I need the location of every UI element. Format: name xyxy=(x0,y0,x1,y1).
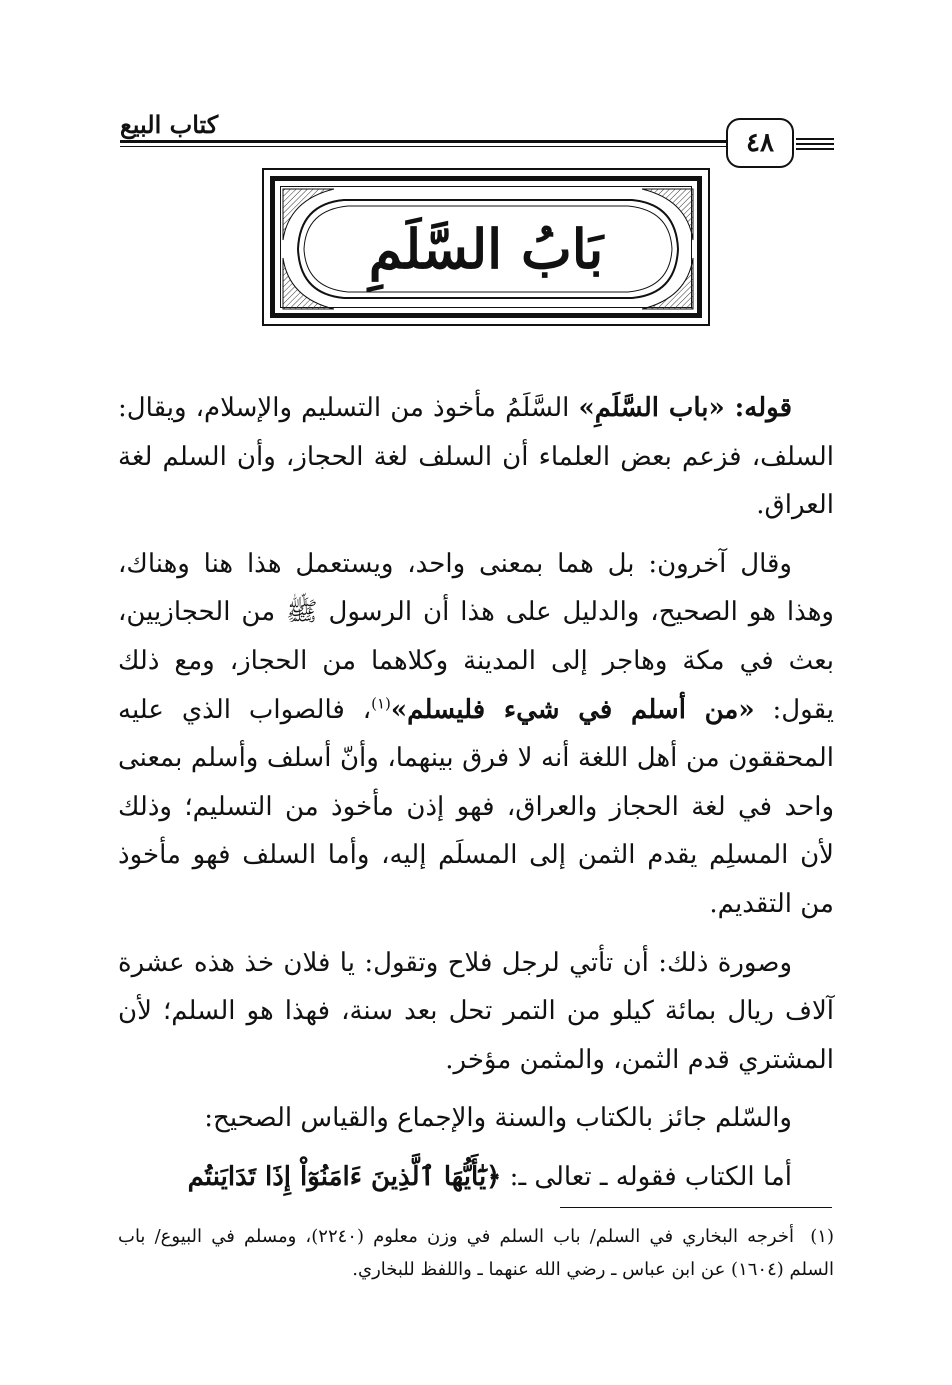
footnote-1 xyxy=(118,1220,834,1286)
paragraph-2-text-b: ، فالصواب الذي عليه المحققون من أهل اللغة أنه لا فرق بينهما، وأنّ أسلف وأسلم بمعنى واحد في لغة الحجاز والعراق، فهو إذن مأخوذ من التسليم؛ وذلك لأن المسلِم يقدم الثمن إلى المسلَم إليه، وأما السلف فهو مأخوذ من التقديم. xyxy=(118,694,835,919)
book-title: كتاب البيع xyxy=(118,110,224,139)
paragraph-1 xyxy=(118,384,834,530)
header-rule xyxy=(120,140,750,143)
header-rule-right-2 xyxy=(796,143,834,145)
paragraph-5 xyxy=(118,1153,834,1202)
running-header xyxy=(118,110,834,160)
footnote-reference[interactable]: (١) xyxy=(371,693,391,712)
paragraph-5-text: أما الكتاب فقوله ـ تعالى ـ: xyxy=(501,1161,792,1192)
quran-verse: ﴿يَٰٓأَيُّهَا ٱلَّذِينَ ءَامَنُوٓاْ إِذَا تَدَايَنتُم xyxy=(187,1161,502,1192)
page-number: ٤٨ xyxy=(726,118,794,168)
footnote-separator xyxy=(560,1207,832,1208)
hadith-quote: «من أسلم في شيء فليسلم» xyxy=(390,694,755,725)
footnote-text: أخرجه البخاري في السلم/ باب السلم في وزن معلوم (٢٢٤٠)، ومسلم في البيوع/ باب السلم (١٦٠٤) عن ابن عباس ـ رضي الله عنهما ـ واللفظ للبخاري. xyxy=(118,1226,834,1280)
paragraph-1-lead: قوله: «باب السَّلَمِ» xyxy=(578,393,793,423)
paragraph-2 xyxy=(118,540,834,929)
paragraph-1-text: السَّلَمُ مأخوذ من التسليم والإسلام، ويقال: السلف، فزعم بعض العلماء أن السلف لغة الحجاز، وأن السلم لغة العراق. xyxy=(118,393,834,521)
paragraph-2-text-a: وقال آخرون: بل هما بمعنى واحد، ويستعمل هذا هنا وهناك، وهذا هو الصحيح، والدليل على هذا أن الرسول ﷺ من الحجازيين، بعث في مكة وهاجر إلى المدينة وكلاهما من الحجاز، ومع ذلك يقول: xyxy=(118,548,834,725)
chapter-title-frame xyxy=(262,168,710,326)
paragraph-4: والسّلم جائز بالكتاب والسنة والإجماع والقياس الصحيح: xyxy=(204,1103,792,1134)
chapter-title: بَابُ السَّلَمِ xyxy=(368,217,604,281)
footnote-number: (١) xyxy=(810,1226,834,1247)
header-rule-right-1 xyxy=(796,138,834,140)
body-text xyxy=(118,384,834,1212)
header-rule-thin xyxy=(120,146,750,147)
header-rule-right-3 xyxy=(796,148,834,150)
footnotes xyxy=(118,1220,834,1286)
paragraph-3: وصورة ذلك: أن تأتي لرجل فلاح وتقول: يا فلان خذ هذه عشرة آلاف ريال بمائة كيلو من التمر تحل بعد سنة، فهذا هو السلم؛ لأن المشتري قدم الثمن، والمثمن مؤخر. xyxy=(118,947,834,1075)
